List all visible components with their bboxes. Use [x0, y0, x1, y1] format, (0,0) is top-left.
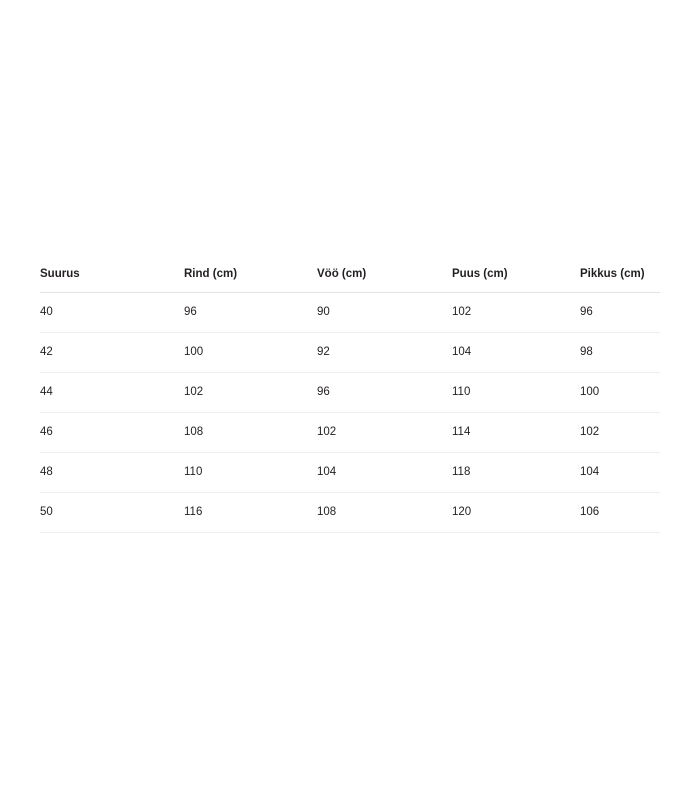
cell-rind: 102: [184, 373, 317, 413]
size-table-body: [40, 293, 660, 533]
cell-pikkus: 106: [580, 493, 660, 533]
cell-puus: 120: [452, 493, 580, 533]
column-header-suurus: Suurus: [40, 258, 184, 293]
cell-pikkus: 104: [580, 453, 660, 493]
cell-puus: 118: [452, 453, 580, 493]
size-table-container: [40, 258, 660, 533]
cell-rind: 110: [184, 453, 317, 493]
column-header-puus: Puus (cm): [452, 258, 580, 293]
cell-voo: 102: [317, 413, 452, 453]
table-row: [40, 413, 660, 453]
cell-voo: 104: [317, 453, 452, 493]
cell-suurus: 42: [40, 333, 184, 373]
column-header-voo: Vöö (cm): [317, 258, 452, 293]
cell-pikkus: 102: [580, 413, 660, 453]
size-table-header: [40, 258, 660, 293]
cell-pikkus: 100: [580, 373, 660, 413]
table-row: [40, 333, 660, 373]
cell-suurus: 40: [40, 293, 184, 333]
column-header-pikkus: Pikkus (cm): [580, 258, 660, 293]
column-header-rind: Rind (cm): [184, 258, 317, 293]
cell-rind: 116: [184, 493, 317, 533]
cell-suurus: 44: [40, 373, 184, 413]
cell-voo: 108: [317, 493, 452, 533]
cell-suurus: 46: [40, 413, 184, 453]
cell-pikkus: 98: [580, 333, 660, 373]
cell-puus: 114: [452, 413, 580, 453]
cell-rind: 108: [184, 413, 317, 453]
table-row: [40, 493, 660, 533]
cell-voo: 92: [317, 333, 452, 373]
cell-suurus: 48: [40, 453, 184, 493]
cell-pikkus: 96: [580, 293, 660, 333]
cell-puus: 110: [452, 373, 580, 413]
size-table: [40, 258, 660, 533]
cell-suurus: 50: [40, 493, 184, 533]
table-row: [40, 453, 660, 493]
cell-puus: 104: [452, 333, 580, 373]
table-header-row: [40, 258, 660, 293]
cell-voo: 96: [317, 373, 452, 413]
cell-voo: 90: [317, 293, 452, 333]
cell-puus: 102: [452, 293, 580, 333]
table-row: [40, 293, 660, 333]
cell-rind: 100: [184, 333, 317, 373]
table-row: [40, 373, 660, 413]
cell-rind: 96: [184, 293, 317, 333]
